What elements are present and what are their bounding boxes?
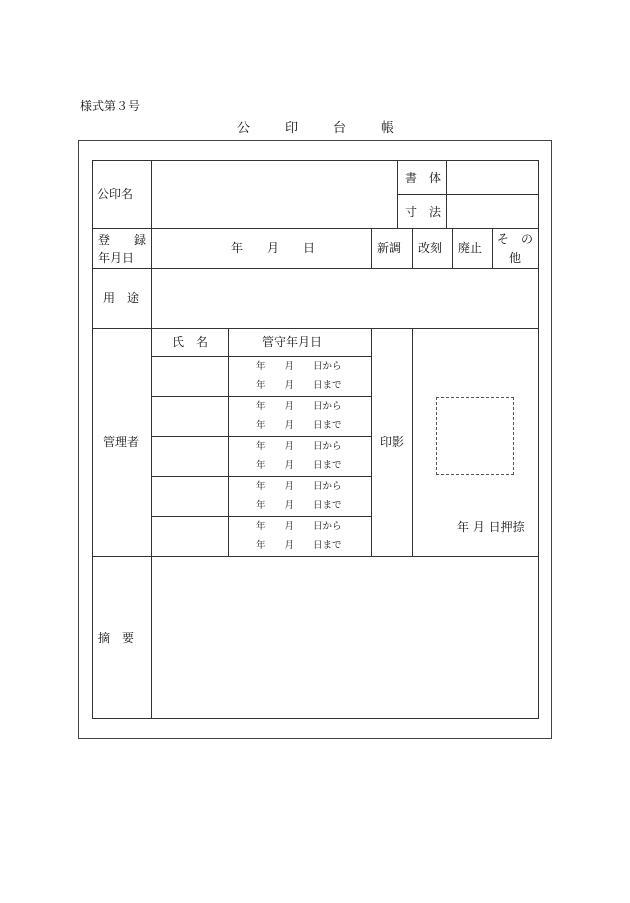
title-char: 印 xyxy=(285,121,299,136)
manager-name-field[interactable] xyxy=(152,357,228,396)
size-field[interactable] xyxy=(447,195,538,228)
period-from: 年 月 日から xyxy=(256,401,342,412)
summary-field[interactable] xyxy=(152,557,538,718)
period-from: 年 月 日から xyxy=(256,441,342,452)
period-from: 年 月 日から xyxy=(256,361,342,372)
period-to: 年 月 日まで xyxy=(256,540,342,551)
typeface-label: 書 体 xyxy=(405,171,442,185)
summary-label: 摘 要 xyxy=(98,631,135,645)
period-to: 年 月 日まで xyxy=(256,420,342,431)
name-column-header: 氏 名 xyxy=(172,335,209,349)
title-char: 台 xyxy=(333,121,347,136)
seal-name-label: 公印名 xyxy=(97,187,134,201)
recarve-label: 改刻 xyxy=(418,241,443,255)
size-label: 寸 法 xyxy=(405,205,442,219)
abolish-label: 廃止 xyxy=(458,241,483,255)
impression-label: 印影 xyxy=(380,435,405,449)
registration-label: 登 録 xyxy=(98,233,147,247)
registration-date-field[interactable]: 年 月 日 xyxy=(231,241,316,255)
typeface-field[interactable] xyxy=(447,161,538,194)
registration-date-label: 年月日 xyxy=(98,251,135,265)
period-to: 年 月 日まで xyxy=(256,460,342,471)
form-number: 様式第３号 xyxy=(80,99,141,113)
custody-period-header: 管守年月日 xyxy=(262,335,323,349)
purpose-label: 用 途 xyxy=(103,291,140,305)
title-char: 公 xyxy=(237,121,251,136)
period-to: 年 月 日まで xyxy=(256,500,342,511)
seal-name-field[interactable] xyxy=(152,161,397,228)
other-label: そ の xyxy=(497,232,534,246)
period-to: 年 月 日まで xyxy=(256,380,342,391)
purpose-field[interactable] xyxy=(152,269,538,328)
seal-impression-box xyxy=(436,397,514,475)
other-label-2: 他 xyxy=(509,251,522,265)
new-label: 新調 xyxy=(377,241,402,255)
manager-name-field[interactable] xyxy=(152,437,228,476)
manager-name-field[interactable] xyxy=(152,397,228,436)
manager-name-field[interactable] xyxy=(152,477,228,516)
title-char: 帳 xyxy=(381,121,395,136)
period-from: 年 月 日から xyxy=(256,481,342,492)
manager-section-label: 管理者 xyxy=(103,435,140,449)
stamp-date-label: 年 月 日押捺 xyxy=(457,520,525,534)
manager-name-field[interactable] xyxy=(152,517,228,556)
period-from: 年 月 日から xyxy=(256,521,342,532)
